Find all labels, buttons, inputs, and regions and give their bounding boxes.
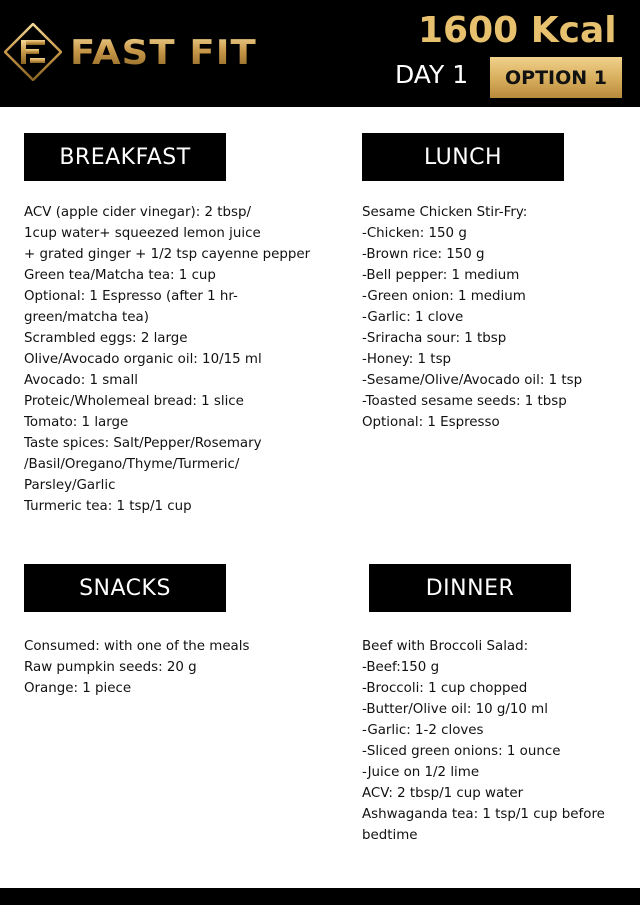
list-item: -Sriracha sour: 1 tbsp — [362, 331, 507, 346]
header-bar — [0, 0, 640, 107]
list-item: -Beef:150 g — [362, 660, 440, 675]
lunch-list — [362, 202, 582, 433]
list-item: Proteic/Wholemeal bread: 1 slice — [24, 394, 244, 409]
snacks-list — [24, 636, 249, 699]
list-item: Parsley/Garlic — [24, 478, 116, 493]
option-badge: OPTION 1 — [490, 57, 622, 98]
list-item: -Garlic: 1 clove — [362, 310, 464, 325]
lunch-heading: LUNCH — [362, 133, 564, 181]
list-item: -Sesame/Olive/Avocado oil: 1 tsp — [362, 373, 583, 388]
list-item: Tomato: 1 large — [24, 415, 129, 430]
list-item: Turmeric tea: 1 tsp/1 cup — [24, 499, 192, 514]
list-item: -Chicken: 150 g — [362, 226, 467, 241]
list-item: Ashwaganda tea: 1 tsp/1 cup before — [362, 807, 605, 822]
list-item: -Honey: 1 tsp — [362, 352, 452, 367]
list-item: Optional: 1 Espresso (after 1 hr- — [24, 289, 238, 304]
list-item: Raw pumpkin seeds: 20 g — [24, 660, 197, 675]
list-item: /Basil/Oregano/Thyme/Turmeric/ — [24, 457, 240, 472]
breakfast-heading: BREAKFAST — [24, 133, 226, 181]
list-item: ACV (apple cider vinegar): 2 tbsp/ — [24, 205, 252, 220]
list-item: Taste spices: Salt/Pepper/Rosemary — [24, 436, 262, 451]
list-item: -Bell pepper: 1 medium — [362, 268, 520, 283]
list-item: bedtime — [362, 828, 418, 843]
day-label: DAY 1 — [395, 60, 469, 89]
list-item: Sesame Chicken Stir-Fry: — [362, 205, 528, 220]
dinner-heading: DINNER — [369, 564, 571, 612]
list-item: green/matcha tea) — [24, 310, 149, 325]
list-item: Beef with Broccoli Salad: — [362, 639, 529, 654]
calorie-target: 1600 Kcal — [418, 10, 617, 51]
list-item: Avocado: 1 small — [24, 373, 138, 388]
list-item: Scrambled eggs: 2 large — [24, 331, 188, 346]
list-item: -Garlic: 1-2 cloves — [362, 723, 484, 738]
footer-bar — [0, 888, 640, 905]
list-item: + grated ginger + 1/2 tsp cayenne pepper — [24, 247, 311, 262]
dinner-list — [362, 636, 605, 846]
logo-diamond-icon — [4, 23, 62, 81]
list-item: -Toasted sesame seeds: 1 tbsp — [362, 394, 567, 409]
list-item: -Juice on 1/2 lime — [362, 765, 480, 780]
list-item: -Green onion: 1 medium — [362, 289, 526, 304]
list-item: -Butter/Olive oil: 10 g/10 ml — [362, 702, 548, 717]
list-item: Optional: 1 Espresso — [362, 415, 500, 430]
brand-logo — [4, 22, 257, 82]
list-item: Consumed: with one of the meals — [24, 639, 250, 654]
list-item: Orange: 1 piece — [24, 681, 132, 696]
list-item: Green tea/Matcha tea: 1 cup — [24, 268, 216, 283]
list-item: 1cup water+ squeezed lemon juice — [24, 226, 261, 241]
snacks-heading: SNACKS — [24, 564, 226, 612]
list-item: -Broccoli: 1 cup chopped — [362, 681, 528, 696]
list-item: -Brown rice: 150 g — [362, 247, 485, 262]
brand-name: FAST FIT — [70, 32, 257, 72]
list-item: Olive/Avocado organic oil: 10/15 ml — [24, 352, 262, 367]
list-item: ACV: 2 tbsp/1 cup water — [362, 786, 524, 801]
breakfast-list — [24, 202, 310, 517]
list-item: -Sliced green onions: 1 ounce — [362, 744, 561, 759]
